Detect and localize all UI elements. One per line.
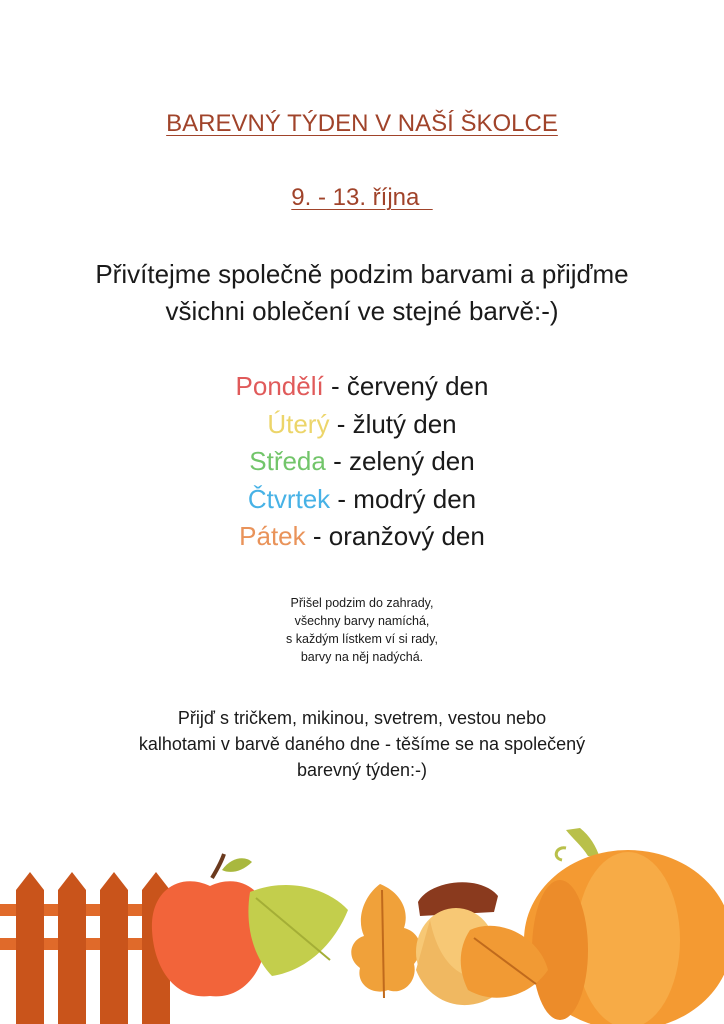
poem: [0, 594, 724, 666]
autumn-decoration: [0, 820, 724, 1024]
day-name: Pátek: [239, 521, 306, 551]
outro-line-2: kalhotami v barvě daného dne - těšíme se na společený: [138, 734, 586, 754]
day-name: Středa: [249, 446, 326, 476]
intro-line-2: všichni oblečení ve stejné barvě:-): [165, 296, 559, 326]
day-row-friday: [0, 518, 724, 556]
day-color-desc: - oranžový den: [305, 521, 485, 551]
day-row-monday: [0, 368, 724, 406]
day-name: Čtvrtek: [247, 483, 331, 514]
intro-line-1: Přivítejme společně podzim barvami a přijďme: [95, 259, 629, 289]
day-color-desc: - červený den: [323, 371, 489, 401]
pumpkin-illustration: [524, 828, 724, 1024]
event-date: 9. - 13. října: [291, 184, 433, 211]
day-name: Pondělí: [235, 371, 324, 401]
leaf-illustration: [248, 885, 348, 976]
intro-paragraph: [40, 256, 684, 330]
day-color-desc: - zelený den: [325, 446, 475, 476]
outro-line-3: barevný týden:-): [296, 760, 428, 780]
day-row-tuesday: [0, 406, 724, 444]
poem-line: všechny barvy namíchá,: [294, 614, 430, 628]
day-name: Úterý: [267, 408, 330, 439]
poem-line: barvy na něj nadýchá.: [300, 650, 424, 664]
oak-leaf-illustration: [351, 884, 420, 998]
day-color-desc: - žlutý den: [329, 408, 457, 439]
outro-paragraph: [90, 705, 634, 783]
day-row-wednesday: [0, 443, 724, 481]
outro-line-1: Přijď s tričkem, mikinou, svetrem, vestou nebo: [177, 708, 547, 728]
page-title: BAREVNÝ TÝDEN V NAŠÍ ŠKOLCE: [166, 110, 558, 137]
day-color-desc: - modrý den: [330, 483, 477, 514]
poem-line: Přišel podzim do zahrady,: [290, 596, 434, 610]
poem-line: s každým lístkem ví si rady,: [286, 632, 438, 646]
day-row-thursday: [0, 481, 724, 519]
day-schedule: [0, 368, 724, 556]
